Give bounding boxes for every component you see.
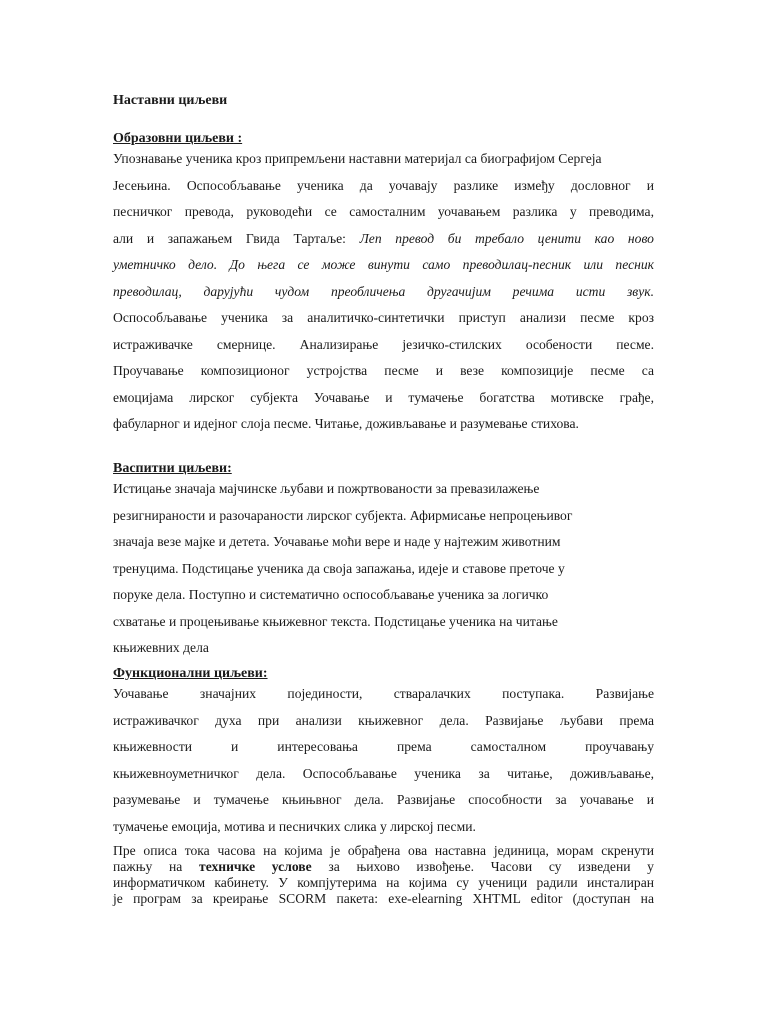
paragraph-line: поруке дела. Поступно и систематично оспособљавање ученика за логичко — [113, 587, 549, 602]
paragraph-line-with-quote — [113, 229, 654, 256]
paragraph-line: је програм за креирање SCORM пакета: exe-elearning XHTML editor (доступан на — [113, 891, 654, 906]
educational-goals-heading-text: Образовни циљеви — [113, 131, 234, 146]
paragraph-line: фабуларног и идејног слоја песме. Читање, доживљавање и разумевање стихова. — [113, 416, 579, 431]
text-fragment: за њихово извођење. Часови су изведени у — [328, 859, 654, 874]
paragraph-line: разумевање и тумачење књињвног дела. Развијање способности за уочавање и — [113, 792, 654, 807]
text-fragment: пажњу на — [113, 859, 183, 874]
upbringing-goals-heading: Васпитни циљеви: — [113, 461, 232, 476]
educational-goals-heading — [113, 129, 654, 149]
paragraph-line: Уочавање значајних појединости, стваралачких поступака. Развијање — [113, 686, 654, 701]
functional-goals-section — [113, 664, 654, 843]
paragraph-line: књижевности и интересовања према самосталном проучавању — [113, 739, 654, 754]
paragraph-line: песничког превода, руководећи се самосталним уочавањем разлика у преводима, — [113, 204, 654, 219]
paragraph-line: књижевноуметничког дела. Оспособљавање ученика за читање, доживљавање, — [113, 765, 654, 781]
quote-intro: али и запажањем Гвида Тартаље: — [113, 230, 346, 246]
paragraph-line: тумачење емоција, мотива и песничких слика у лирској песми. — [113, 818, 476, 834]
paragraph-line: информатичком кабинету. У компјутерима на којима су ученици радили инсталиран — [113, 875, 654, 890]
educational-goals-section — [113, 129, 654, 441]
document-title: Наставни циљеви — [113, 93, 228, 108]
bold-phrase: техничке услове — [199, 859, 312, 874]
paragraph-line: књижевних дела — [113, 640, 209, 655]
paragraph-line: истраживачког духа при анализи књижевног дела. Развијање љубави према — [113, 712, 654, 728]
paragraph-line: Истицање значаја мајчинске љубави и пожртвованости за превазилажење — [113, 481, 540, 496]
paragraph-line: Оспособљавање ученика за аналитичко-синтетички приступ анализи песме кроз — [113, 310, 654, 325]
quote-line: уметничко дело. До њега се може винути само преводилац-песник или песник — [113, 257, 654, 272]
quote-text: Леп превод би требало ценити као ново — [359, 230, 654, 246]
paragraph-line: резигнираности и разочараности лирског субјекта. Афирмисање непроцењивог — [113, 507, 573, 523]
paragraph-line: Пре описа тока часова на којима је обрађена ова наставна јединица, морам скренути — [113, 843, 654, 858]
paragraph-line: истраживачке смернице. Анализирање језичко-стилских особености песме. — [113, 336, 654, 352]
educational-goals-heading-colon: : — [233, 131, 243, 146]
functional-goals-heading: Функционални циљеви: — [113, 666, 268, 681]
paragraph-line: емоцијама лирског субјекта Уочавање и тумачење богатства мотивске грађе, — [113, 389, 654, 405]
paragraph-line: Јесењина. Оспособљавање ученика да уочавају разлике између дословног и — [113, 177, 654, 193]
paragraph-line: Упознавање ученика кроз припремљени наставни материјал са биографијом Сергеја — [113, 151, 602, 166]
paragraph-line: схватање и процењивање књижевног текста. Подстицање ученика на читање — [113, 613, 558, 629]
quote-line: преводилац, дарујући чудом преобличења другачијим речима исти звук. — [113, 283, 654, 299]
technical-conditions-paragraph — [113, 843, 654, 907]
paragraph-line: значаја везе мајке и детета. Уочавање моћи вере и наде у најтежим животним — [113, 534, 561, 549]
paragraph-line-with-bold — [113, 859, 654, 875]
paragraph-line: Проучавање композиционог устројства песме и везе композиције песме са — [113, 363, 654, 378]
paragraph-line: тренуцима. Подстицање ученика да своја запажања, идеје и ставове преточе у — [113, 560, 565, 576]
upbringing-goals-section — [113, 459, 654, 665]
